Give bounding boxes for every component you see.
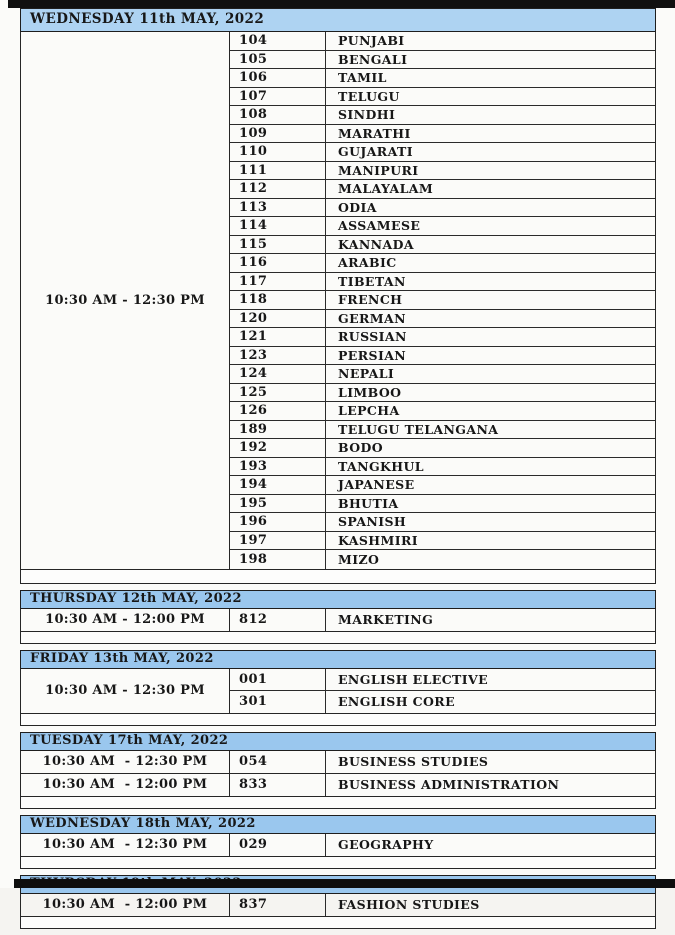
subject-rows — [230, 894, 655, 916]
subject-name: TIBETAN — [338, 273, 406, 289]
subject-name: BHUTIA — [338, 495, 399, 511]
subject-row — [230, 402, 655, 421]
subject-name: MIZO — [338, 551, 380, 567]
exam-time: 10:30 AM - 12:30 PM — [21, 751, 230, 773]
subject-row — [230, 273, 655, 292]
subject-row — [230, 894, 655, 916]
subject-name: PERSIAN — [338, 347, 407, 363]
subject-row — [230, 609, 655, 631]
subject-row — [230, 143, 655, 162]
subject-row — [230, 495, 655, 514]
subject-code: 001 — [230, 669, 326, 690]
subject-code: 120 — [230, 310, 326, 328]
exam-date-header: FRIDAY 13th MAY, 2022 — [20, 650, 656, 669]
subject-code: 114 — [230, 217, 326, 235]
section-footer-strip — [20, 857, 656, 869]
subject-code: 196 — [230, 513, 326, 531]
subject-code: 198 — [230, 550, 326, 569]
subject-name: PUNJABI — [338, 33, 405, 49]
subject-name: MARATHI — [338, 125, 411, 141]
section-footer-strip — [20, 797, 656, 809]
subject-row — [230, 691, 655, 713]
subject-row — [230, 199, 655, 218]
subject-row — [230, 439, 655, 458]
exam-time-group — [20, 894, 656, 917]
subject-row — [230, 532, 655, 551]
subject-code: 110 — [230, 143, 326, 161]
subject-code: 193 — [230, 458, 326, 476]
exam-day-section — [20, 8, 656, 584]
subject-name: ASSAMESE — [338, 218, 421, 234]
exam-time: 10:30 AM - 12:30 PM — [21, 669, 230, 713]
subject-code: 107 — [230, 88, 326, 106]
subject-row — [230, 69, 655, 88]
subject-name: LEPCHA — [338, 403, 400, 419]
subject-name: JAPANESE — [338, 477, 415, 493]
exam-day-section — [20, 815, 656, 869]
subject-name: BENGALI — [338, 51, 408, 67]
subject-name: ODIA — [338, 199, 377, 215]
subject-name: ARABIC — [338, 255, 397, 271]
subject-name: TELUGU TELANGANA — [338, 421, 499, 437]
subject-code: 194 — [230, 476, 326, 494]
subject-name: BUSINESS ADMINISTRATION — [338, 777, 560, 792]
subject-code: 112 — [230, 180, 326, 198]
subject-code: 123 — [230, 347, 326, 365]
subject-name: GUJARATI — [338, 144, 413, 160]
subject-row — [230, 476, 655, 495]
subject-row — [230, 328, 655, 347]
subject-code: 121 — [230, 328, 326, 346]
exam-date-header: TUESDAY 17th MAY, 2022 — [20, 732, 656, 751]
subject-row — [230, 51, 655, 70]
section-footer-strip — [20, 570, 656, 584]
exam-day-section — [20, 590, 656, 644]
subject-code: 109 — [230, 125, 326, 143]
subject-name: MARKETING — [338, 612, 434, 627]
subject-name: ENGLISH ELECTIVE — [338, 671, 489, 687]
subject-name: RUSSIAN — [338, 329, 407, 345]
subject-name: BODO — [338, 440, 384, 456]
subject-code: 115 — [230, 236, 326, 254]
subject-row — [230, 217, 655, 236]
subject-row — [230, 106, 655, 125]
exam-time: 10:30 AM - 12:30 PM — [21, 834, 230, 856]
subject-name: SINDHI — [338, 107, 396, 123]
subject-name: GERMAN — [338, 310, 406, 326]
subject-code: 029 — [230, 834, 326, 856]
subject-name: TELUGU — [338, 88, 400, 104]
subject-row — [230, 162, 655, 181]
subject-row — [230, 513, 655, 532]
scan-edge-top — [8, 0, 675, 8]
exam-time: 10:30 AM - 12:30 PM — [21, 32, 230, 569]
subject-code: 195 — [230, 495, 326, 513]
scan-edge-bottom — [14, 879, 675, 888]
subject-name: GEOGRAPHY — [338, 837, 434, 852]
subject-code: 118 — [230, 291, 326, 309]
section-footer-strip — [20, 714, 656, 726]
subject-name: NEPALI — [338, 366, 395, 382]
exam-time: 10:30 AM - 12:00 PM — [21, 609, 230, 631]
subject-name: SPANISH — [338, 514, 407, 530]
subject-row — [230, 125, 655, 144]
exam-time-group — [20, 32, 656, 570]
subject-name: FRENCH — [338, 292, 403, 308]
section-footer-strip — [20, 632, 656, 644]
subject-code: 833 — [230, 774, 326, 796]
subject-row — [230, 774, 655, 796]
subject-name: KASHMIRI — [338, 532, 419, 548]
subject-name: TANGKHUL — [338, 458, 424, 474]
subject-name: MANIPURI — [338, 162, 419, 178]
subject-code: 054 — [230, 751, 326, 773]
subject-name: TAMIL — [338, 70, 387, 86]
subject-code: 116 — [230, 254, 326, 272]
exam-time-group — [20, 751, 656, 774]
subject-code: 125 — [230, 384, 326, 402]
subject-row — [230, 834, 655, 856]
subject-name: MALAYALAM — [338, 181, 434, 197]
subject-row — [230, 669, 655, 691]
subject-row — [230, 550, 655, 569]
subject-row — [230, 347, 655, 366]
subject-rows — [230, 32, 655, 569]
subject-code: 812 — [230, 609, 326, 631]
exam-time-group — [20, 609, 656, 632]
subject-rows — [230, 774, 655, 796]
exam-time: 10:30 AM - 12:00 PM — [21, 774, 230, 796]
subject-code: 837 — [230, 894, 326, 916]
subject-row — [230, 751, 655, 773]
subject-row — [230, 291, 655, 310]
subject-row — [230, 236, 655, 255]
subject-code: 197 — [230, 532, 326, 550]
subject-row — [230, 458, 655, 477]
exam-date-header: WEDNESDAY 18th MAY, 2022 — [20, 815, 656, 834]
subject-row — [230, 310, 655, 329]
subject-row — [230, 421, 655, 440]
subject-name: KANNADA — [338, 236, 414, 252]
subject-rows — [230, 669, 655, 713]
subject-row — [230, 32, 655, 51]
subject-code: 124 — [230, 365, 326, 383]
subject-row — [230, 88, 655, 107]
subject-code: 113 — [230, 199, 326, 217]
subject-code: 126 — [230, 402, 326, 420]
subject-code: 105 — [230, 51, 326, 69]
subject-row — [230, 384, 655, 403]
exam-time-group — [20, 774, 656, 797]
subject-code: 117 — [230, 273, 326, 291]
subject-row — [230, 365, 655, 384]
subject-code: 106 — [230, 69, 326, 87]
subject-code: 301 — [230, 691, 326, 713]
subject-code: 189 — [230, 421, 326, 439]
subject-code: 111 — [230, 162, 326, 180]
exam-time-group — [20, 669, 656, 714]
subject-rows — [230, 834, 655, 856]
exam-date-header: THURSDAY 12th MAY, 2022 — [20, 590, 656, 609]
subject-name: BUSINESS STUDIES — [338, 754, 489, 769]
subject-name: ENGLISH CORE — [338, 694, 456, 709]
subject-name: LIMBOO — [338, 384, 402, 400]
subject-code: 104 — [230, 32, 326, 50]
subject-row — [230, 254, 655, 273]
exam-time-group — [20, 834, 656, 857]
subject-name: FASHION STUDIES — [338, 897, 480, 912]
section-footer-strip — [20, 917, 656, 929]
subject-code: 108 — [230, 106, 326, 124]
subject-row — [230, 180, 655, 199]
subject-code: 192 — [230, 439, 326, 457]
exam-day-section — [20, 732, 656, 809]
exam-date-header: WEDNESDAY 11th MAY, 2022 — [20, 8, 656, 32]
sections-container — [20, 8, 656, 935]
subject-rows — [230, 609, 655, 631]
exam-time: 10:30 AM - 12:00 PM — [21, 894, 230, 916]
exam-day-section — [20, 650, 656, 726]
subject-rows — [230, 751, 655, 773]
